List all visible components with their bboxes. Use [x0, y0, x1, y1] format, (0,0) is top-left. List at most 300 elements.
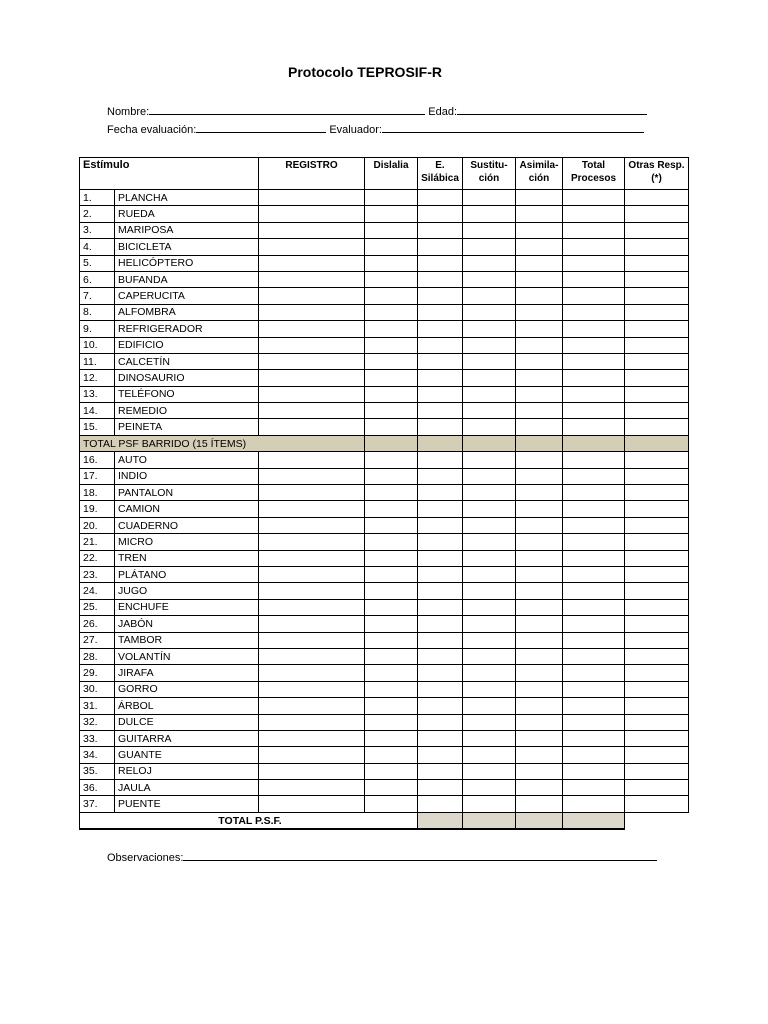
- table-row: [80, 239, 689, 255]
- registro-cell[interactable]: [259, 665, 365, 681]
- total-procesos-cell[interactable]: [563, 599, 625, 615]
- total-procesos-cell[interactable]: [563, 468, 625, 484]
- registro-cell[interactable]: [259, 304, 365, 320]
- otras-resp-cell[interactable]: [625, 255, 689, 271]
- dislalia-cell[interactable]: [365, 353, 418, 369]
- e-silabica-cell[interactable]: [418, 599, 463, 615]
- registro-cell[interactable]: [259, 337, 365, 353]
- dislalia-cell[interactable]: [365, 222, 418, 238]
- total-procesos-cell[interactable]: [563, 632, 625, 648]
- asimilacion-cell[interactable]: [516, 288, 563, 304]
- total-procesos-cell[interactable]: [563, 714, 625, 730]
- total-procesos-cell[interactable]: [563, 419, 625, 435]
- otras-resp-cell[interactable]: [625, 501, 689, 517]
- table-row: [80, 501, 689, 517]
- dislalia-cell[interactable]: [365, 501, 418, 517]
- e-silabica-cell[interactable]: [418, 321, 463, 337]
- total-procesos-cell[interactable]: [563, 648, 625, 664]
- registro-cell[interactable]: [259, 583, 365, 599]
- asimilacion-cell[interactable]: [516, 550, 563, 566]
- e-silabica-cell[interactable]: [418, 403, 463, 419]
- table-row: [80, 321, 689, 337]
- registro-cell[interactable]: [259, 550, 365, 566]
- asimilacion-cell[interactable]: [516, 665, 563, 681]
- e-silabica-cell[interactable]: [418, 632, 463, 648]
- total-procesos-cell[interactable]: [563, 222, 625, 238]
- dislalia-cell[interactable]: [365, 485, 418, 501]
- sustitucion-cell[interactable]: [463, 730, 516, 746]
- registro-cell[interactable]: [259, 517, 365, 533]
- total-procesos-cell[interactable]: [563, 386, 625, 402]
- sustitucion-cell[interactable]: [463, 698, 516, 714]
- e-silabica-cell[interactable]: [418, 747, 463, 763]
- dislalia-cell[interactable]: [365, 517, 418, 533]
- asimilacion-cell[interactable]: [516, 271, 563, 287]
- table-row: [80, 698, 689, 714]
- e-silabica-cell[interactable]: [418, 714, 463, 730]
- registro-cell[interactable]: [259, 370, 365, 386]
- otras-resp-cell[interactable]: [625, 337, 689, 353]
- otras-resp-cell[interactable]: [625, 222, 689, 238]
- table-row: [80, 763, 689, 779]
- asimilacion-cell[interactable]: [516, 730, 563, 746]
- otras-resp-cell[interactable]: [625, 796, 689, 812]
- asimilacion-cell[interactable]: [516, 419, 563, 435]
- otras-resp-cell[interactable]: [625, 304, 689, 320]
- sustitucion-cell[interactable]: [463, 419, 516, 435]
- sustitucion-cell[interactable]: [463, 239, 516, 255]
- otras-resp-cell[interactable]: [625, 386, 689, 402]
- sustitucion-cell[interactable]: [463, 321, 516, 337]
- otras-resp-cell[interactable]: [625, 485, 689, 501]
- registro-cell[interactable]: [259, 468, 365, 484]
- sustitucion-cell[interactable]: [463, 550, 516, 566]
- item-number: 4.: [80, 239, 115, 255]
- dislalia-cell[interactable]: [365, 583, 418, 599]
- sustitucion-cell[interactable]: [463, 780, 516, 796]
- otras-resp-cell[interactable]: [625, 763, 689, 779]
- sustitucion-cell[interactable]: [463, 288, 516, 304]
- fecha-field[interactable]: [196, 122, 326, 133]
- registro-cell[interactable]: [259, 452, 365, 468]
- otras-resp-cell[interactable]: [625, 681, 689, 697]
- otras-resp-cell[interactable]: [625, 468, 689, 484]
- total-procesos-cell[interactable]: [563, 190, 625, 206]
- total-procesos-cell[interactable]: [563, 485, 625, 501]
- otras-resp-cell[interactable]: [625, 271, 689, 287]
- total-procesos-cell[interactable]: [563, 255, 625, 271]
- registro-cell[interactable]: [259, 190, 365, 206]
- otras-resp-cell[interactable]: [625, 714, 689, 730]
- registro-cell[interactable]: [259, 747, 365, 763]
- asimilacion-cell[interactable]: [516, 747, 563, 763]
- sustitucion-cell[interactable]: [463, 370, 516, 386]
- subtotal-cell[interactable]: [516, 435, 563, 451]
- dislalia-cell[interactable]: [365, 747, 418, 763]
- asimilacion-cell[interactable]: [516, 321, 563, 337]
- sustitucion-cell[interactable]: [463, 763, 516, 779]
- sustitucion-cell[interactable]: [463, 403, 516, 419]
- otras-resp-cell[interactable]: [625, 534, 689, 550]
- dislalia-cell[interactable]: [365, 534, 418, 550]
- registro-cell[interactable]: [259, 321, 365, 337]
- registro-cell[interactable]: [259, 763, 365, 779]
- sustitucion-cell[interactable]: [463, 583, 516, 599]
- dislalia-cell[interactable]: [365, 648, 418, 664]
- otras-resp-cell[interactable]: [625, 419, 689, 435]
- total-procesos-cell[interactable]: [563, 583, 625, 599]
- sustitucion-cell[interactable]: [463, 271, 516, 287]
- registro-cell[interactable]: [259, 386, 365, 402]
- dislalia-cell[interactable]: [365, 255, 418, 271]
- total-procesos-cell[interactable]: [563, 616, 625, 632]
- e-silabica-cell[interactable]: [418, 452, 463, 468]
- registro-cell[interactable]: [259, 534, 365, 550]
- total-procesos-cell[interactable]: [563, 681, 625, 697]
- e-silabica-cell[interactable]: [418, 616, 463, 632]
- otras-resp-cell[interactable]: [625, 321, 689, 337]
- sustitucion-cell[interactable]: [463, 501, 516, 517]
- otras-resp-cell[interactable]: [625, 370, 689, 386]
- sustitucion-cell[interactable]: [463, 681, 516, 697]
- registro-cell[interactable]: [259, 419, 365, 435]
- otras-resp-cell[interactable]: [625, 566, 689, 582]
- otras-resp-cell[interactable]: [625, 517, 689, 533]
- registro-cell[interactable]: [259, 599, 365, 615]
- dislalia-cell[interactable]: [365, 780, 418, 796]
- sustitucion-cell[interactable]: [463, 616, 516, 632]
- otras-resp-cell[interactable]: [625, 780, 689, 796]
- item-number: 8.: [80, 304, 115, 320]
- table-row: [80, 517, 689, 533]
- dislalia-cell[interactable]: [365, 632, 418, 648]
- asimilacion-cell[interactable]: [516, 714, 563, 730]
- dislalia-cell[interactable]: [365, 665, 418, 681]
- total-procesos-cell[interactable]: [563, 534, 625, 550]
- registro-cell[interactable]: [259, 485, 365, 501]
- e-silabica-cell[interactable]: [418, 665, 463, 681]
- dislalia-cell[interactable]: [365, 403, 418, 419]
- asimilacion-cell[interactable]: [516, 698, 563, 714]
- asimilacion-cell[interactable]: [516, 485, 563, 501]
- asimilacion-cell[interactable]: [516, 206, 563, 222]
- item-word: ENCHUFE: [115, 599, 259, 615]
- total-procesos-cell[interactable]: [563, 517, 625, 533]
- dislalia-cell[interactable]: [365, 419, 418, 435]
- otras-resp-cell[interactable]: [625, 599, 689, 615]
- sustitucion-cell[interactable]: [463, 190, 516, 206]
- dislalia-cell[interactable]: [365, 271, 418, 287]
- otras-resp-cell[interactable]: [625, 353, 689, 369]
- total-procesos-cell[interactable]: [563, 698, 625, 714]
- item-number: 35.: [80, 763, 115, 779]
- e-silabica-cell[interactable]: [418, 550, 463, 566]
- asimilacion-cell[interactable]: [516, 501, 563, 517]
- registro-cell[interactable]: [259, 714, 365, 730]
- subtotal-cell[interactable]: [625, 435, 689, 451]
- asimilacion-cell[interactable]: [516, 337, 563, 353]
- item-number: 20.: [80, 517, 115, 533]
- table-row: [80, 665, 689, 681]
- sustitucion-cell[interactable]: [463, 796, 516, 812]
- asimilacion-cell[interactable]: [516, 370, 563, 386]
- sustitucion-cell[interactable]: [463, 452, 516, 468]
- e-silabica-cell[interactable]: [418, 353, 463, 369]
- dislalia-cell[interactable]: [365, 796, 418, 812]
- e-silabica-cell[interactable]: [418, 206, 463, 222]
- asimilacion-cell[interactable]: [516, 353, 563, 369]
- dislalia-cell[interactable]: [365, 288, 418, 304]
- registro-cell[interactable]: [259, 206, 365, 222]
- dislalia-cell[interactable]: [365, 730, 418, 746]
- dislalia-cell[interactable]: [365, 599, 418, 615]
- registro-cell[interactable]: [259, 632, 365, 648]
- asimilacion-cell[interactable]: [516, 632, 563, 648]
- asimilacion-cell[interactable]: [516, 239, 563, 255]
- sustitucion-cell[interactable]: [463, 599, 516, 615]
- e-silabica-cell[interactable]: [418, 681, 463, 697]
- total-procesos-cell[interactable]: [563, 747, 625, 763]
- registro-cell[interactable]: [259, 271, 365, 287]
- e-silabica-cell[interactable]: [418, 730, 463, 746]
- total-procesos-cell[interactable]: [563, 566, 625, 582]
- sustitucion-cell[interactable]: [463, 534, 516, 550]
- total-procesos-cell[interactable]: [563, 321, 625, 337]
- otras-resp-cell[interactable]: [625, 239, 689, 255]
- table-row: [80, 255, 689, 271]
- dislalia-cell[interactable]: [365, 337, 418, 353]
- e-silabica-cell[interactable]: [418, 517, 463, 533]
- asimilacion-cell[interactable]: [516, 452, 563, 468]
- sustitucion-cell[interactable]: [463, 485, 516, 501]
- e-silabica-cell[interactable]: [418, 255, 463, 271]
- asimilacion-cell[interactable]: [516, 386, 563, 402]
- document-title: Protocolo TEPROSIF-R: [288, 64, 442, 80]
- dislalia-cell[interactable]: [365, 452, 418, 468]
- dislalia-cell[interactable]: [365, 190, 418, 206]
- registro-cell[interactable]: [259, 698, 365, 714]
- dislalia-cell[interactable]: [365, 386, 418, 402]
- e-silabica-cell[interactable]: [418, 763, 463, 779]
- e-silabica-cell[interactable]: [418, 468, 463, 484]
- e-silabica-cell[interactable]: [418, 419, 463, 435]
- e-silabica-cell[interactable]: [418, 288, 463, 304]
- sustitucion-cell[interactable]: [463, 714, 516, 730]
- asimilacion-cell[interactable]: [516, 468, 563, 484]
- asimilacion-cell[interactable]: [516, 616, 563, 632]
- sustitucion-cell[interactable]: [463, 566, 516, 582]
- otras-resp-cell[interactable]: [625, 616, 689, 632]
- sustitucion-cell[interactable]: [463, 468, 516, 484]
- asimilacion-cell[interactable]: [516, 517, 563, 533]
- evaluador-field[interactable]: [382, 122, 644, 133]
- e-silabica-cell[interactable]: [418, 648, 463, 664]
- otras-resp-cell[interactable]: [625, 288, 689, 304]
- registro-cell[interactable]: [259, 501, 365, 517]
- registro-cell[interactable]: [259, 616, 365, 632]
- asimilacion-cell[interactable]: [516, 566, 563, 582]
- registro-cell[interactable]: [259, 648, 365, 664]
- sustitucion-cell[interactable]: [463, 648, 516, 664]
- asimilacion-cell[interactable]: [516, 255, 563, 271]
- e-silabica-cell[interactable]: [418, 304, 463, 320]
- asimilacion-cell[interactable]: [516, 304, 563, 320]
- table-row: [80, 370, 689, 386]
- subtotal-cell[interactable]: [563, 435, 625, 451]
- registro-cell[interactable]: [259, 255, 365, 271]
- sustitucion-cell[interactable]: [463, 206, 516, 222]
- otras-resp-cell[interactable]: [625, 698, 689, 714]
- dislalia-cell[interactable]: [365, 468, 418, 484]
- dislalia-cell[interactable]: [365, 370, 418, 386]
- e-silabica-cell[interactable]: [418, 796, 463, 812]
- registro-cell[interactable]: [259, 353, 365, 369]
- total-procesos-cell[interactable]: [563, 304, 625, 320]
- e-silabica-cell[interactable]: [418, 780, 463, 796]
- e-silabica-cell[interactable]: [418, 370, 463, 386]
- table-row: [80, 419, 689, 435]
- dislalia-cell[interactable]: [365, 206, 418, 222]
- nombre-field[interactable]: [149, 104, 425, 115]
- total-procesos-cell[interactable]: [563, 730, 625, 746]
- total-procesos-cell[interactable]: [563, 796, 625, 812]
- sustitucion-cell[interactable]: [463, 304, 516, 320]
- dislalia-cell[interactable]: [365, 714, 418, 730]
- e-silabica-cell[interactable]: [418, 271, 463, 287]
- total-sustitucion-cell[interactable]: [463, 812, 516, 829]
- e-silabica-cell[interactable]: [418, 386, 463, 402]
- registro-cell[interactable]: [259, 796, 365, 812]
- e-silabica-cell[interactable]: [418, 485, 463, 501]
- e-silabica-cell[interactable]: [418, 239, 463, 255]
- total-procesos-cell[interactable]: [563, 665, 625, 681]
- otras-resp-cell[interactable]: [625, 550, 689, 566]
- asimilacion-cell[interactable]: [516, 763, 563, 779]
- item-number: 15.: [80, 419, 115, 435]
- table-row: [80, 616, 689, 632]
- registro-cell[interactable]: [259, 403, 365, 419]
- registro-cell[interactable]: [259, 681, 365, 697]
- otras-resp-cell[interactable]: [625, 452, 689, 468]
- dislalia-cell[interactable]: [365, 698, 418, 714]
- dislalia-cell[interactable]: [365, 681, 418, 697]
- otras-resp-cell[interactable]: [625, 190, 689, 206]
- registro-cell[interactable]: [259, 730, 365, 746]
- item-word: MARIPOSA: [115, 222, 259, 238]
- total-procesos-cell[interactable]: [563, 812, 625, 829]
- item-number: 18.: [80, 485, 115, 501]
- total-procesos-cell[interactable]: [563, 780, 625, 796]
- otras-resp-cell[interactable]: [625, 632, 689, 648]
- total-procesos-cell[interactable]: [563, 337, 625, 353]
- registro-cell[interactable]: [259, 780, 365, 796]
- sustitucion-cell[interactable]: [463, 353, 516, 369]
- total-asimilacion-cell[interactable]: [516, 812, 563, 829]
- e-silabica-cell[interactable]: [418, 698, 463, 714]
- dislalia-cell[interactable]: [365, 616, 418, 632]
- asimilacion-cell[interactable]: [516, 534, 563, 550]
- dislalia-cell[interactable]: [365, 321, 418, 337]
- item-word: GORRO: [115, 681, 259, 697]
- sustitucion-cell[interactable]: [463, 386, 516, 402]
- item-number: 27.: [80, 632, 115, 648]
- asimilacion-cell[interactable]: [516, 648, 563, 664]
- otras-resp-cell[interactable]: [625, 206, 689, 222]
- asimilacion-cell[interactable]: [516, 190, 563, 206]
- total-e-silabica-cell[interactable]: [418, 812, 463, 829]
- total-procesos-cell[interactable]: [563, 403, 625, 419]
- asimilacion-cell[interactable]: [516, 403, 563, 419]
- total-procesos-cell[interactable]: [563, 288, 625, 304]
- dislalia-cell[interactable]: [365, 566, 418, 582]
- asimilacion-cell[interactable]: [516, 222, 563, 238]
- otras-resp-cell[interactable]: [625, 583, 689, 599]
- e-silabica-cell[interactable]: [418, 222, 463, 238]
- asimilacion-cell[interactable]: [516, 780, 563, 796]
- e-silabica-cell[interactable]: [418, 501, 463, 517]
- sustitucion-cell[interactable]: [463, 255, 516, 271]
- e-silabica-cell[interactable]: [418, 534, 463, 550]
- total-procesos-cell[interactable]: [563, 206, 625, 222]
- registro-cell[interactable]: [259, 239, 365, 255]
- col-header-sustitucion: Sustitu-ción: [463, 158, 516, 190]
- asimilacion-cell[interactable]: [516, 796, 563, 812]
- sustitucion-cell[interactable]: [463, 337, 516, 353]
- total-procesos-cell[interactable]: [563, 271, 625, 287]
- e-silabica-cell[interactable]: [418, 583, 463, 599]
- e-silabica-cell[interactable]: [418, 566, 463, 582]
- table-row: [80, 206, 689, 222]
- subtotal-cell[interactable]: [463, 435, 516, 451]
- registro-cell[interactable]: [259, 566, 365, 582]
- table-row: [80, 271, 689, 287]
- otras-resp-cell[interactable]: [625, 648, 689, 664]
- total-procesos-cell[interactable]: [563, 239, 625, 255]
- total-procesos-cell[interactable]: [563, 370, 625, 386]
- total-procesos-cell[interactable]: [563, 501, 625, 517]
- asimilacion-cell[interactable]: [516, 583, 563, 599]
- asimilacion-cell[interactable]: [516, 599, 563, 615]
- total-procesos-cell[interactable]: [563, 353, 625, 369]
- subtotal-cell[interactable]: [418, 435, 463, 451]
- edad-field[interactable]: [457, 104, 647, 115]
- sustitucion-cell[interactable]: [463, 517, 516, 533]
- sustitucion-cell[interactable]: [463, 665, 516, 681]
- total-procesos-cell[interactable]: [563, 550, 625, 566]
- total-procesos-cell[interactable]: [563, 763, 625, 779]
- otras-resp-cell[interactable]: [625, 730, 689, 746]
- asimilacion-cell[interactable]: [516, 681, 563, 697]
- dislalia-cell[interactable]: [365, 550, 418, 566]
- e-silabica-cell[interactable]: [418, 190, 463, 206]
- subtotal-cell[interactable]: [365, 435, 418, 451]
- dislalia-cell[interactable]: [365, 763, 418, 779]
- otras-resp-cell[interactable]: [625, 403, 689, 419]
- e-silabica-cell[interactable]: [418, 337, 463, 353]
- otras-resp-cell[interactable]: [625, 747, 689, 763]
- sustitucion-cell[interactable]: [463, 632, 516, 648]
- registro-cell[interactable]: [259, 288, 365, 304]
- sustitucion-cell[interactable]: [463, 222, 516, 238]
- observaciones-field[interactable]: [183, 850, 657, 861]
- item-number: 6.: [80, 271, 115, 287]
- total-procesos-cell[interactable]: [563, 452, 625, 468]
- sustitucion-cell[interactable]: [463, 747, 516, 763]
- dislalia-cell[interactable]: [365, 239, 418, 255]
- otras-resp-cell[interactable]: [625, 665, 689, 681]
- registro-cell[interactable]: [259, 222, 365, 238]
- dislalia-cell[interactable]: [365, 304, 418, 320]
